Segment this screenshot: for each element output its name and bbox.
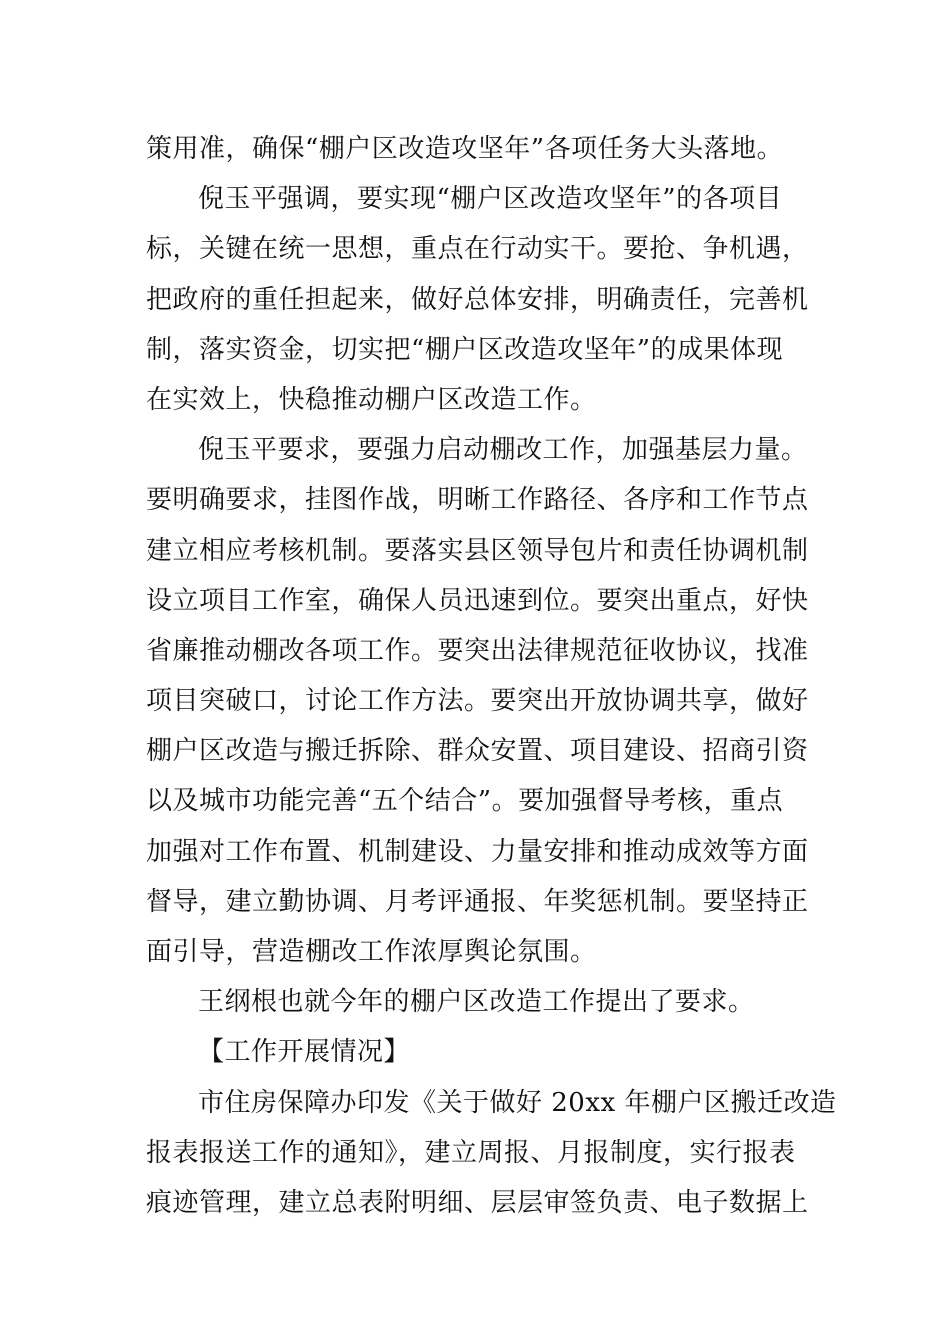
text-line: 督导，建立勤协调、月考评通报、年奖惩机制。要坚持正 xyxy=(146,886,809,917)
text-line: 建立相应考核机制。要落实县区领导包片和责任协调机制 xyxy=(146,535,809,566)
text-line: 市住房保障办印发《关于做好 20xx 年棚户区搬迁改造 xyxy=(198,1087,837,1118)
text-line: 以及城市功能完善“五个结合”。要加强督导考核，重点 xyxy=(146,786,784,817)
text-line: 策用准，确保“棚户区改造攻坚年”各项任务大头落地。 xyxy=(146,134,784,164)
text-line: 倪玉平强调，要实现“棚户区改造攻坚年”的各项目 xyxy=(198,184,783,215)
text-line: 标，关键在统一思想，重点在行动实干。要抢、争机遇， xyxy=(146,234,809,265)
text-line: 加强对工作布置、机制建设、力量安排和推动成效等方面 xyxy=(146,836,809,867)
text-line: 王纲根也就今年的棚户区改造工作提出了要求。 xyxy=(198,987,755,1018)
text-line: 要明确要求，挂图作战，明晰工作路径、各序和工作节点 xyxy=(146,485,809,516)
text-line: 项目突破口，讨论工作方法。要突出开放协调共享，做好 xyxy=(146,686,809,717)
text-line: 倪玉平要求，要强力启动棚改工作，加强基层力量。 xyxy=(198,435,808,466)
text-line: 痕迹管理，建立总表附明细、层层审签负责、电子数据上 xyxy=(146,1187,809,1218)
text-line: 在实效上，快稳推动棚户区改造工作。 xyxy=(146,384,597,415)
text-line: 棚户区改造与搬迁拆除、群众安置、项目建设、招商引资 xyxy=(146,736,809,767)
document-body xyxy=(146,124,837,1228)
text-line: 制，落实资金，切实把“棚户区改造攻坚年”的成果体现 xyxy=(146,334,784,365)
section-heading: 【工作开展情况】 xyxy=(198,1037,411,1068)
text-line: 报表报送工作的通知》，建立周报、月报制度，实行报表 xyxy=(146,1137,796,1168)
text-line: 省廉推动棚改各项工作。要突出法律规范征收协议，找准 xyxy=(146,635,809,666)
text-line: 设立项目工作室，确保人员迅速到位。要突出重点，好快 xyxy=(146,585,809,616)
text-line: 面引导，营造棚改工作浓厚舆论氛围。 xyxy=(146,937,597,967)
text-line: 把政府的重任担起来，做好总体安排，明确责任，完善机 xyxy=(146,284,809,315)
